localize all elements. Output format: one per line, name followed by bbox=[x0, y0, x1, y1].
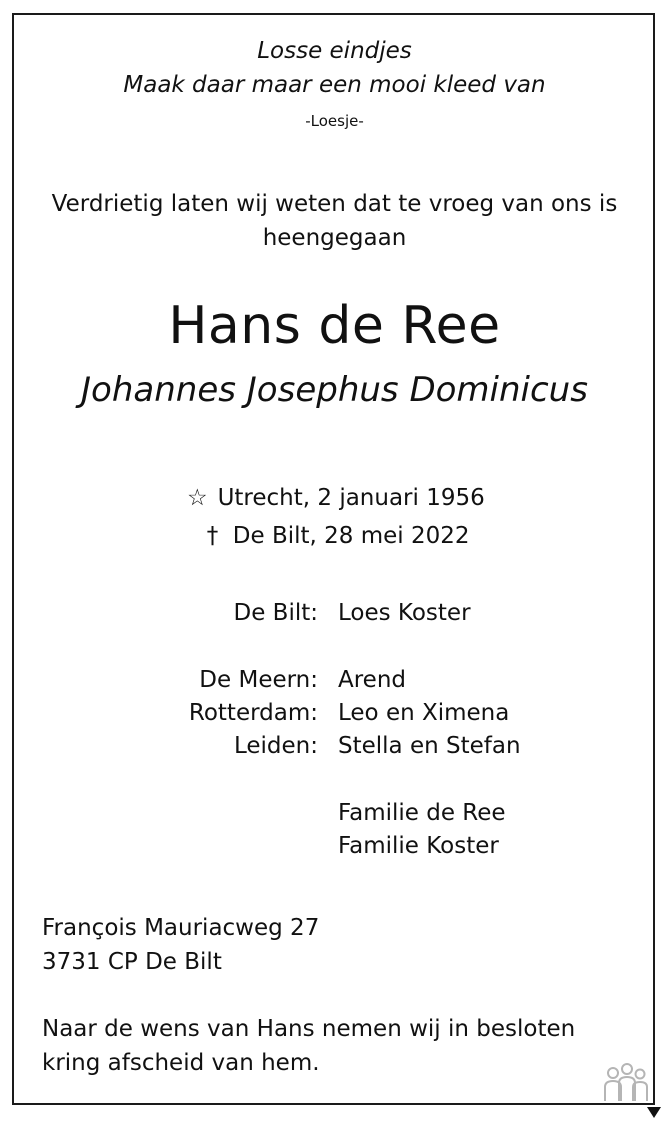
intro-line-2: heengegaan bbox=[262, 225, 407, 251]
closing-line-1: Naar de wens van Hans nemen wij in besloten bbox=[42, 1016, 576, 1042]
relative-place: Leiden: bbox=[233, 733, 318, 759]
closing-text bbox=[42, 1012, 575, 1080]
relative-row bbox=[118, 830, 598, 863]
deceased-full-name: Johannes Josephus Dominicus bbox=[81, 370, 588, 410]
address bbox=[42, 911, 319, 979]
relative-place: De Meern: bbox=[199, 667, 318, 693]
death-text: De Bilt, 28 mei 2022 bbox=[232, 523, 470, 549]
motto-line-1: Losse eindjes bbox=[257, 38, 412, 64]
arrow-down-icon[interactable] bbox=[647, 1104, 661, 1116]
address-street: François Mauriacweg 27 bbox=[42, 915, 320, 941]
birth-text: Utrecht, 2 januari 1956 bbox=[217, 485, 485, 511]
relative-person: Leo en Ximena bbox=[338, 700, 510, 726]
relative-row bbox=[118, 597, 598, 630]
star-icon: ☆ bbox=[186, 485, 208, 511]
address-city: 3731 CP De Bilt bbox=[42, 949, 222, 975]
life-dates bbox=[0, 479, 669, 555]
relative-person: Stella en Stefan bbox=[338, 733, 521, 759]
relative-place: Rotterdam: bbox=[188, 700, 318, 726]
intro-text bbox=[0, 187, 669, 255]
motto-author: -Loesje- bbox=[305, 112, 364, 130]
cross-icon: † bbox=[206, 523, 219, 549]
death-line bbox=[0, 517, 669, 555]
relative-person: Familie Koster bbox=[338, 833, 499, 859]
relative-place: De Bilt: bbox=[233, 600, 318, 626]
birth-line bbox=[0, 479, 669, 517]
relative-row bbox=[118, 697, 598, 730]
motto bbox=[0, 34, 669, 102]
motto-line-2: Maak daar maar een mooi kleed van bbox=[123, 72, 546, 98]
relative-person: Loes Koster bbox=[338, 600, 471, 626]
people-group-icon bbox=[601, 1061, 649, 1105]
relative-row bbox=[118, 797, 598, 830]
relative-row bbox=[118, 730, 598, 763]
relative-person: Arend bbox=[338, 667, 407, 693]
relative-row bbox=[118, 664, 598, 697]
deceased-name: Hans de Ree bbox=[168, 296, 501, 356]
intro-line-1: Verdrietig laten wij weten dat te vroeg van ons is bbox=[51, 191, 618, 217]
relative-person: Familie de Ree bbox=[338, 800, 506, 826]
closing-line-2: kring afscheid van hem. bbox=[42, 1050, 320, 1076]
